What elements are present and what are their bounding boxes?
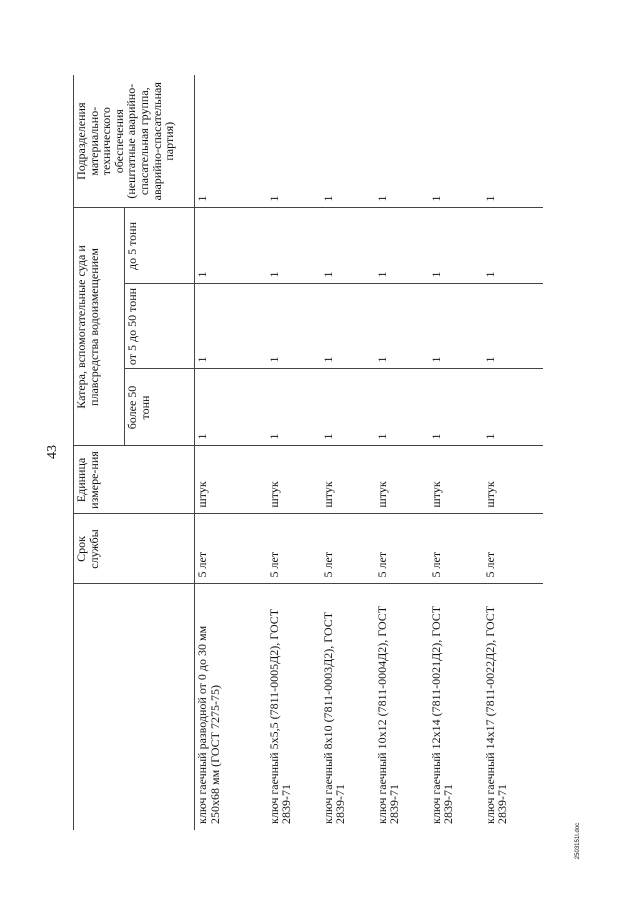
item-term: 5 лет [267,514,321,584]
item-unit: штук [321,446,375,514]
item-term: 5 лет [195,514,267,584]
footer-filename: 2503151I.doc [575,822,582,860]
qty-under-5: 1 [429,208,483,284]
item-unit: штук [267,446,321,514]
qty-under-5: 1 [195,208,267,284]
page-number: 43 [45,445,60,459]
table-row [321,75,375,830]
qty-5-to-50: 1 [267,284,321,369]
item-name: ключ гаечный 5х5,5 (7811-0005Д2), ГОСТ 2839-71 [266,608,294,824]
header-department: Подразделения материально-технического обеспечения (нештатные аварийно-спасательная группа, аварийно-спасательная партия) [74,75,195,208]
item-name: ключ гаечный 10х12 (7811-0004Д2), ГОСТ 2839-71 [374,605,402,824]
header-term: Срок службы [74,514,195,584]
table-row [483,75,543,830]
item-unit: штук [429,446,483,514]
qty-department: 1 [267,75,321,208]
table-row [195,75,267,830]
qty-department: 1 [375,75,429,208]
table-row [267,75,321,830]
header-unit: Единица измере-ния [74,446,195,514]
item-term: 5 лет [375,514,429,584]
item-name: ключ гаечный 8х10 (7811-0003Д2), ГОСТ 2839-71 [320,611,348,824]
item-unit: штук [483,446,543,514]
qty-department: 1 [483,75,543,208]
header-under-5: до 5 тонн [125,208,195,284]
qty-department: 1 [195,75,267,208]
qty-department: 1 [321,75,375,208]
rotated-table-container [73,75,613,830]
item-name: ключ гаечный разводной от 0 до 30 мм 250х68 мм (ГОСТ 7275-75) [195,625,222,824]
qty-under-5: 1 [321,208,375,284]
item-unit: штук [195,446,267,514]
item-term: 5 лет [483,514,543,584]
item-name: ключ гаечный 12х14 (7811-0021Д2), ГОСТ 2839-71 [428,605,456,824]
header-over-50: более 50 тонн [125,369,195,446]
qty-over-50: 1 [195,369,267,446]
item-unit: штук [375,446,429,514]
table-row [375,75,429,830]
qty-under-5: 1 [375,208,429,284]
header-name-cell [74,584,195,830]
qty-5-to-50: 1 [429,284,483,369]
qty-department: 1 [429,75,483,208]
table-row [429,75,483,830]
item-term: 5 лет [321,514,375,584]
qty-over-50: 1 [375,369,429,446]
header-vessel-group: Катера, вспомогательные суда и плавсредства водоизмещением [74,208,125,446]
item-term: 5 лет [429,514,483,584]
qty-under-5: 1 [483,208,543,284]
item-name: ключ гаечный 14х17 (7811-0022Д2), ГОСТ 2839-71 [482,605,510,824]
qty-over-50: 1 [483,369,543,446]
qty-under-5: 1 [267,208,321,284]
equipment-table [73,75,543,830]
qty-5-to-50: 1 [321,284,375,369]
header-5-to-50: от 5 до 50 тонн [125,284,195,369]
qty-over-50: 1 [321,369,375,446]
qty-5-to-50: 1 [375,284,429,369]
qty-over-50: 1 [429,369,483,446]
qty-5-to-50: 1 [483,284,543,369]
qty-5-to-50: 1 [195,284,267,369]
qty-over-50: 1 [267,369,321,446]
